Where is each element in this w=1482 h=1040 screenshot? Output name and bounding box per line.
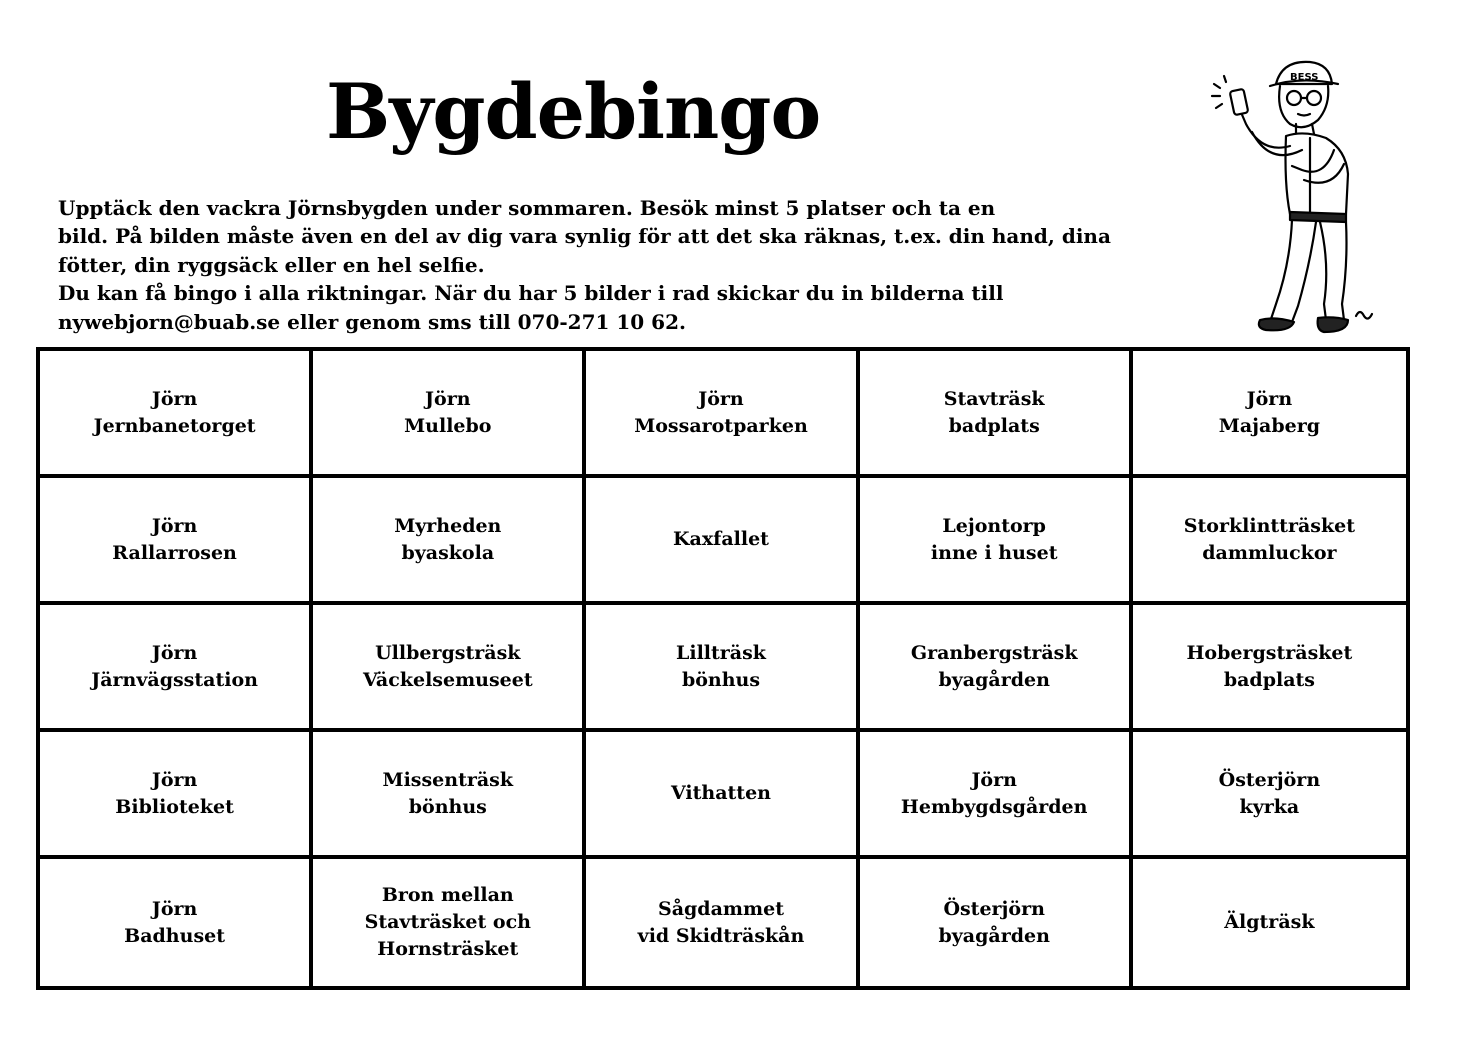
bingo-cell	[1133, 351, 1406, 478]
page-title: Bygdebingo	[326, 67, 821, 156]
bingo-cell	[586, 859, 859, 986]
intro-paragraph-submission: Du kan få bingo i alla riktningar. När du har 5 bilder i rad skickar du in bilderna till nywebjorn@buab.se eller genom sms till 070-271 10 62.	[58, 281, 1004, 334]
bingo-cell	[313, 351, 586, 478]
bingo-cell-label: Sågdammet vid Skidträskån	[637, 897, 805, 947]
bingo-cell	[860, 605, 1133, 732]
bingo-cell-label: Hobergsträsket badplats	[1186, 641, 1353, 691]
bingo-cell	[40, 605, 313, 732]
bingo-cell	[1133, 478, 1406, 605]
man-taking-selfie-icon	[1206, 54, 1382, 342]
bingo-cell	[860, 351, 1133, 478]
bingo-cell-label: Jörn Biblioteket	[115, 768, 234, 818]
bingo-cell	[313, 605, 586, 732]
bingo-cell	[1133, 605, 1406, 732]
bingo-cell	[313, 859, 586, 986]
bingo-cell	[586, 351, 859, 478]
bingo-cell	[586, 478, 859, 605]
bingo-cell-label: Jörn Järnvägsstation	[91, 641, 258, 691]
bingo-cell-label: Granbergsträsk byagården	[910, 641, 1078, 691]
bingo-cell-label: Jörn Mullebo	[404, 387, 492, 437]
bingo-cell-label: Jörn Badhuset	[124, 897, 226, 947]
bingo-cell	[860, 732, 1133, 859]
bingo-cell	[1133, 859, 1406, 986]
bingo-cell-label: Ullbergsträsk Väckelsemuseet	[362, 641, 533, 691]
bingo-cell-label: Österjörn kyrka	[1218, 768, 1321, 818]
bingo-cell	[860, 478, 1133, 605]
bingo-grid	[36, 347, 1410, 990]
bingo-cell	[40, 732, 313, 859]
bingo-cell	[40, 478, 313, 605]
intro-text	[58, 194, 1248, 336]
bingo-cell-label: Jörn Rallarrosen	[112, 514, 237, 564]
bingo-cell	[860, 859, 1133, 986]
bingo-cell-label: Missenträsk bönhus	[382, 768, 514, 818]
cap-text: BESS	[1290, 72, 1319, 83]
bingo-cell-label: Jörn Jernbanetorget	[93, 387, 256, 437]
bingo-cell-label: Myrheden byaskola	[394, 514, 502, 564]
bingo-cell-label: Jörn Majaberg	[1218, 387, 1320, 437]
bingo-cell-label: Jörn Hembygdsgården	[900, 768, 1088, 818]
bingo-cell	[40, 859, 313, 986]
bingo-cell-label: Lejontorp inne i huset	[930, 514, 1058, 564]
intro-paragraph-instructions: Upptäck den vackra Jörnsbygden under sommaren. Besök minst 5 platser och ta en bild. På bilden måste även en del av dig vara synlig för att det ska räknas, t.ex. din hand, dina fötter, din ryggsäck eller en hel selfie.	[58, 196, 1111, 277]
bingo-cell	[586, 732, 859, 859]
bingo-cell-label: Vithatten	[671, 782, 771, 804]
bingo-cell-label: Storklintträsket dammluckor	[1183, 514, 1355, 564]
bingo-cell	[313, 732, 586, 859]
bingo-cell	[40, 351, 313, 478]
bingo-cell-label: Lillträsk bönhus	[676, 641, 766, 691]
bingo-cell-label: Kaxfallet	[673, 528, 769, 550]
bingo-cell	[313, 478, 586, 605]
bingo-cell-label: Bron mellan Stavträsket och Hornsträsket	[364, 884, 531, 960]
bingo-cell-label: Jörn Mossarotparken	[634, 387, 808, 437]
bingo-cell-label: Stavträsk badplats	[943, 387, 1045, 437]
bingo-cell	[586, 605, 859, 732]
bingo-cell-label: Älgträsk	[1224, 911, 1315, 933]
bingo-cell	[1133, 732, 1406, 859]
bingo-cell-label: Österjörn byagården	[938, 897, 1050, 947]
